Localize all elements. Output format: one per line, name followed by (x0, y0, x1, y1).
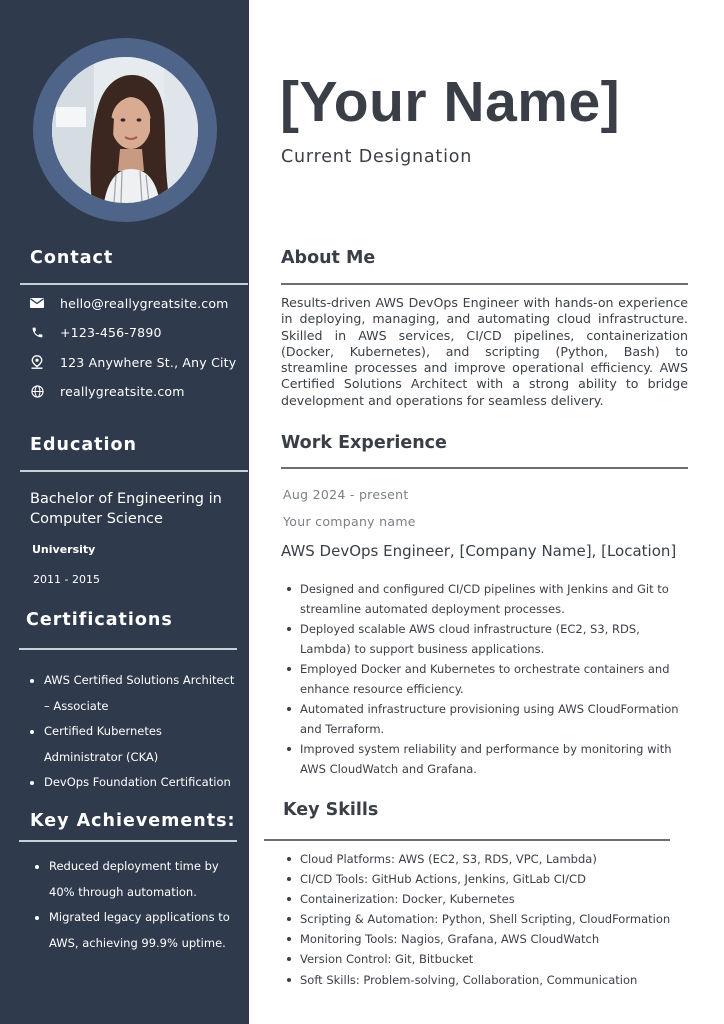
phone-icon (30, 325, 44, 339)
contact-address (30, 352, 236, 372)
education-heading: Education (30, 435, 137, 455)
skill-item: CI/CD Tools: GitHub Actions, Jenkins, GitLab CI/CD (282, 869, 682, 889)
profile-photo (52, 57, 198, 203)
contact-heading: Contact (30, 248, 114, 268)
certification-item: AWS Certified Solutions Architect – Associate (30, 668, 240, 719)
education-degree: Bachelor of Engineering in Computer Science (30, 491, 222, 527)
envelope-icon (30, 296, 44, 310)
sidebar (0, 0, 249, 1024)
education-university: University (32, 543, 96, 556)
contact-website-text: reallygreatsite.com (60, 383, 185, 399)
skills-divider (264, 839, 670, 841)
work-bullet: Deployed scalable AWS cloud infrastructure (EC2, S3, RDS, Lambda) to support business applications. (282, 619, 682, 659)
work-bullets (282, 579, 682, 779)
work-bullet: Designed and configured CI/CD pipelines with Jenkins and Git to streamline automated deployment processes. (282, 579, 682, 619)
skill-item: Soft Skills: Problem-solving, Collaboration, Communication (282, 970, 682, 990)
job-title: AWS DevOps Engineer, [Company Name], [Location] (281, 542, 677, 560)
contact-phone[interactable] (30, 322, 162, 342)
contact-phone-text: +123-456-7890 (60, 324, 162, 340)
work-divider (281, 467, 688, 469)
skill-item: Scripting & Automation: Python, Shell Scripting, CloudFormation (282, 909, 682, 929)
skill-item: Version Control: Git, Bitbucket (282, 949, 682, 969)
achievements-list (35, 854, 235, 956)
contact-website[interactable] (30, 381, 185, 401)
job-company: Your company name (283, 514, 416, 529)
about-divider (281, 283, 688, 285)
contact-divider (20, 283, 248, 285)
certification-item: DevOps Foundation Certification (30, 770, 240, 796)
contact-email-text: hello@reallygreatsite.com (60, 295, 229, 311)
globe-icon (30, 384, 44, 398)
work-heading: Work Experience (281, 433, 447, 453)
contact-address-text: 123 Anywhere St., Any City (60, 354, 237, 370)
skills-heading: Key Skills (283, 800, 379, 820)
full-name: [Your Name] (280, 70, 621, 134)
skills-list (282, 849, 682, 990)
current-designation: Current Designation (281, 147, 473, 167)
skill-item: Cloud Platforms: AWS (EC2, S3, RDS, VPC, Lambda) (282, 849, 682, 869)
work-bullet: Employed Docker and Kubernetes to orchestrate containers and enhance resource efficiency. (282, 659, 682, 699)
profile-photo-image (52, 57, 198, 203)
achievement-item: Reduced deployment time by 40% through automation. (35, 854, 235, 905)
job-date: Aug 2024 - present (283, 487, 409, 502)
work-bullet: Automated infrastructure provisioning using AWS CloudFormation and Terraform. (282, 699, 682, 739)
certifications-list (30, 668, 240, 796)
work-bullet: Improved system reliability and performance by monitoring with AWS CloudWatch and Grafana. (282, 739, 682, 779)
education-divider (20, 470, 248, 472)
achievements-divider (19, 840, 237, 842)
about-heading: About Me (281, 248, 376, 268)
about-text: Results-driven AWS DevOps Engineer with hands-on experience in deploying, managing, and automating cloud infrastructure. Skilled in AWS services, CI/CD pipelines, containerization (Docker, Kubernetes), and scripting (Python, Bash) to streamline processes and improve operational efficiency. AWS Certified Solutions Architect with a strong ability to bridge development and operations for seamless delivery. (281, 295, 688, 408)
skill-item: Monitoring Tools: Nagios, Grafana, AWS CloudWatch (282, 929, 682, 949)
location-pin-icon (30, 355, 44, 369)
certifications-heading: Certifications (26, 610, 173, 630)
certifications-divider (19, 648, 237, 650)
achievement-item: Migrated legacy applications to AWS, achieving 99.9% uptime. (35, 905, 235, 956)
education-years: 2011 - 2015 (33, 573, 100, 586)
certification-item: Certified Kubernetes Administrator (CKA) (30, 719, 240, 770)
skill-item: Containerization: Docker, Kubernetes (282, 889, 682, 909)
contact-email[interactable] (30, 293, 229, 313)
achievements-heading: Key Achievements: (30, 811, 236, 831)
photo-ring (33, 38, 217, 222)
